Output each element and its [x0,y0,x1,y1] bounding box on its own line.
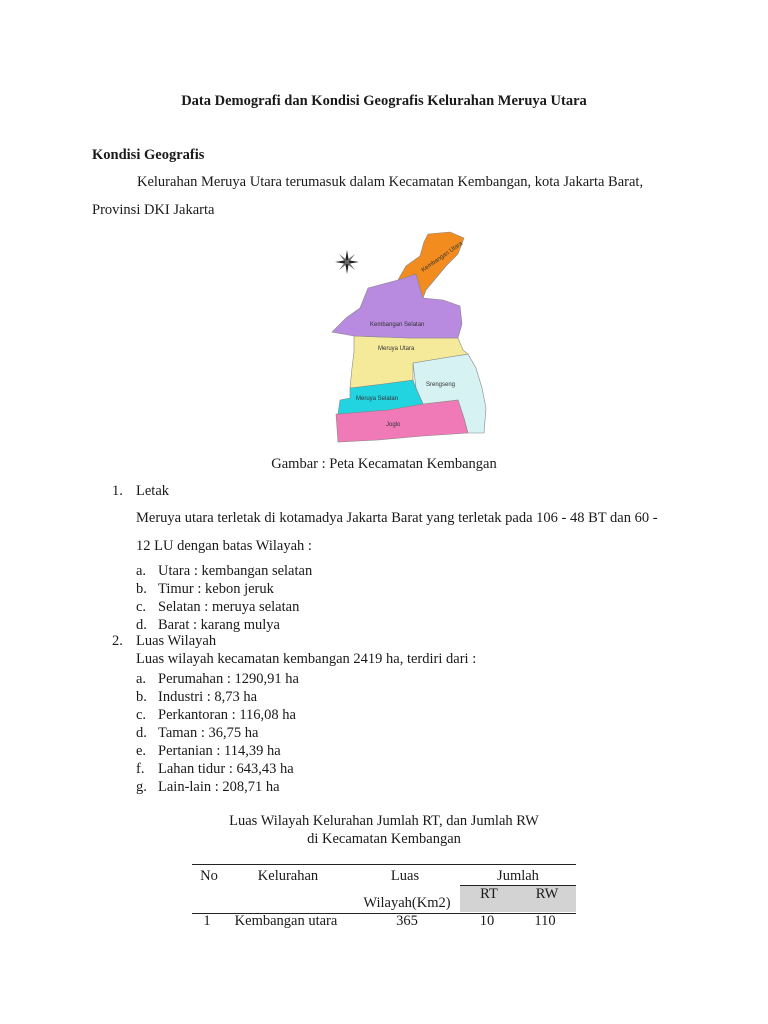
cell-kelurahan: Kembangan utara [234,913,338,929]
header-luas-unit: Wilayah(Km2) [363,895,451,911]
table-caption-line-1: Luas Wilayah Kelurahan Jumlah RT, dan Jumlah RW [229,813,539,829]
intro-paragraph [92,168,677,224]
list-number: 1. [112,483,123,499]
document-title: Data Demografi dan Kondisi Geografis Kelurahan Meruya Utara [181,93,587,109]
map-graphic [328,228,493,443]
list-item: g. Lain-lain : 208,71 ha [136,779,280,795]
list-number: 2. [112,633,123,649]
list-label: Letak [136,483,170,499]
batas-wilayah-list [136,562,312,634]
compass-rose-icon [335,250,359,274]
list-item: c. Perkantoran : 116,08 ha [136,707,296,723]
list-item: d. Barat : karang mulya [136,617,280,633]
cell-luas: 365 [396,913,418,929]
letak-desc-line-1: Meruya utara terletak di kotamadya Jakarta Barat yang terletak pada 106 - 48 BT dan 60 - [136,510,658,526]
header-jumlah: Jumlah [497,868,539,884]
list-item: d. Taman : 36,75 ha [136,725,259,741]
label-joglo: Joglo [386,422,401,428]
luas-desc: Luas wilayah kecamatan kembangan 2419 ha, terdiri dari : [136,651,477,667]
intro-line-1: Kelurahan Meruya Utara terumasuk dalam Kecamatan Kembangan, kota Jakarta Barat, [137,174,644,190]
list-item: b. Industri : 8,73 ha [136,689,258,705]
list-item: c. Selatan : meruya selatan [136,599,300,615]
list-item-letak [112,483,169,500]
letak-desc-line-2: 12 LU dengan batas Wilayah : [136,538,312,554]
header-kelurahan: Kelurahan [257,868,319,884]
label-srengseng: Srengseng [426,382,456,388]
list-item: e. Pertanian : 114,39 ha [136,743,281,759]
header-no: No [200,868,218,884]
cell-no: 1 [203,913,211,929]
header-rt: RT [480,886,498,902]
list-item: b. Timur : kebon jeruk [136,581,274,597]
list-item-luas-wilayah [112,633,216,650]
cell-rw: 110 [534,913,556,929]
table-caption-line-2: di Kecamatan Kembangan [307,831,461,847]
label-kembangan-utara: Kembangan Utara [420,240,465,274]
map-caption: Gambar : Peta Kecamatan Kembangan [271,456,497,472]
header-luas: Luas [390,868,420,884]
table-top-rule [192,864,576,865]
luas-breakdown-list [136,670,299,796]
list-item: a. Utara : kembangan selatan [136,563,313,579]
kembangan-map [328,228,493,443]
label-meruya-utara: Meruya Utara [378,346,415,352]
list-item: a. Perumahan : 1290,91 ha [136,671,299,687]
list-item: f. Lahan tidur : 643,43 ha [136,761,294,777]
label-meruya-selatan: Meruya Selatan [356,396,399,402]
region-kembangan-selatan [332,274,462,338]
list-label: Luas Wilayah [136,633,217,649]
header-rw: RW [535,886,559,902]
intro-line-2: Provinsi DKI Jakarta [92,202,215,218]
section-heading: Kondisi Geografis [92,147,205,163]
cell-rt: 10 [479,913,495,929]
label-kembangan-selatan: Kembangan Selatan [370,322,425,328]
